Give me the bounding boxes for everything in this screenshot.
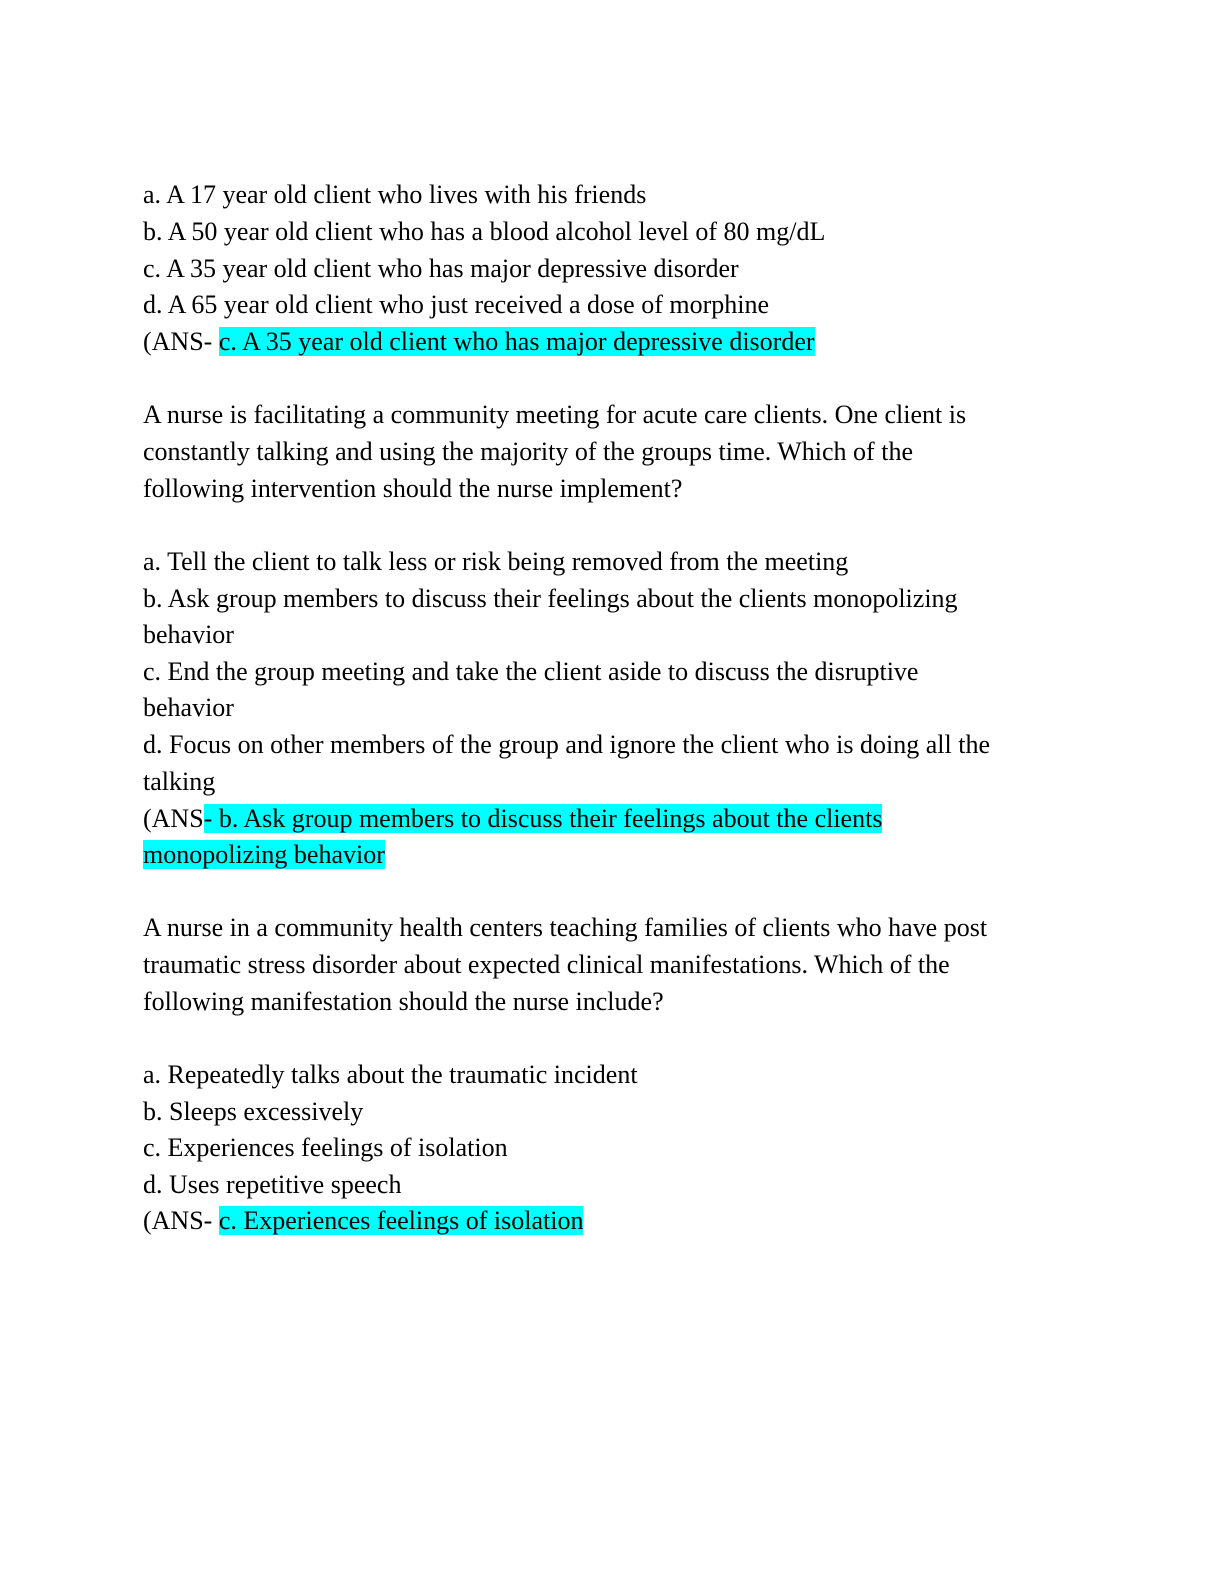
option-b: b. A 50 year old client who has a blood alcohol level of 80 mg/dL xyxy=(143,217,826,246)
answer-line-continued xyxy=(143,837,385,873)
option-b: b. Ask group members to discuss their feelings about the clients monopolizing xyxy=(143,584,958,613)
option-c: c. Experiences feelings of isolation xyxy=(143,1133,508,1162)
answer-line xyxy=(143,801,882,837)
option-a: a. Repeatedly talks about the traumatic incident xyxy=(143,1060,638,1089)
option-c: c. End the group meeting and take the client aside to discuss the disruptive xyxy=(143,657,919,686)
highlighted-answer-continued: monopolizing behavior xyxy=(143,840,385,869)
answer-prefix: (ANS- xyxy=(143,327,219,356)
answer-line xyxy=(143,1203,583,1239)
option-d: d. A 65 year old client who just received a dose of morphine xyxy=(143,290,770,319)
question-line-3: following intervention should the nurse implement? xyxy=(143,474,683,503)
question-line-2: constantly talking and using the majority of the groups time. Which of the xyxy=(143,437,913,466)
answer-prefix: (ANS- xyxy=(143,1206,219,1235)
question-line-1: A nurse is facilitating a community meeting for acute care clients. One client is xyxy=(143,400,967,429)
highlighted-answer: c. A 35 year old client who has major depressive disorder xyxy=(218,327,815,356)
option-d-continued: talking xyxy=(143,767,216,796)
option-b: b. Sleeps excessively xyxy=(143,1097,364,1126)
option-d: d. Focus on other members of the group and ignore the client who is doing all the xyxy=(143,730,990,759)
question-line-3: following manifestation should the nurse include? xyxy=(143,987,664,1016)
answer-prefix: (ANS xyxy=(143,804,204,833)
option-a: a. A 17 year old client who lives with his friends xyxy=(143,180,647,209)
option-a: a. Tell the client to talk less or risk being removed from the meeting xyxy=(143,547,849,576)
question-line-2: traumatic stress disorder about expected clinical manifestations. Which of the xyxy=(143,950,950,979)
option-d: d. Uses repetitive speech xyxy=(143,1170,402,1199)
answer-line xyxy=(143,324,815,360)
highlighted-answer: - b. Ask group members to discuss their feelings about the clients xyxy=(203,804,883,833)
highlighted-answer: c. Experiences feelings of isolation xyxy=(218,1206,584,1235)
option-c-continued: behavior xyxy=(143,693,234,722)
option-b-continued: behavior xyxy=(143,620,234,649)
question-line-1: A nurse in a community health centers teaching families of clients who have post xyxy=(143,913,988,942)
option-c: c. A 35 year old client who has major depressive disorder xyxy=(143,254,739,283)
